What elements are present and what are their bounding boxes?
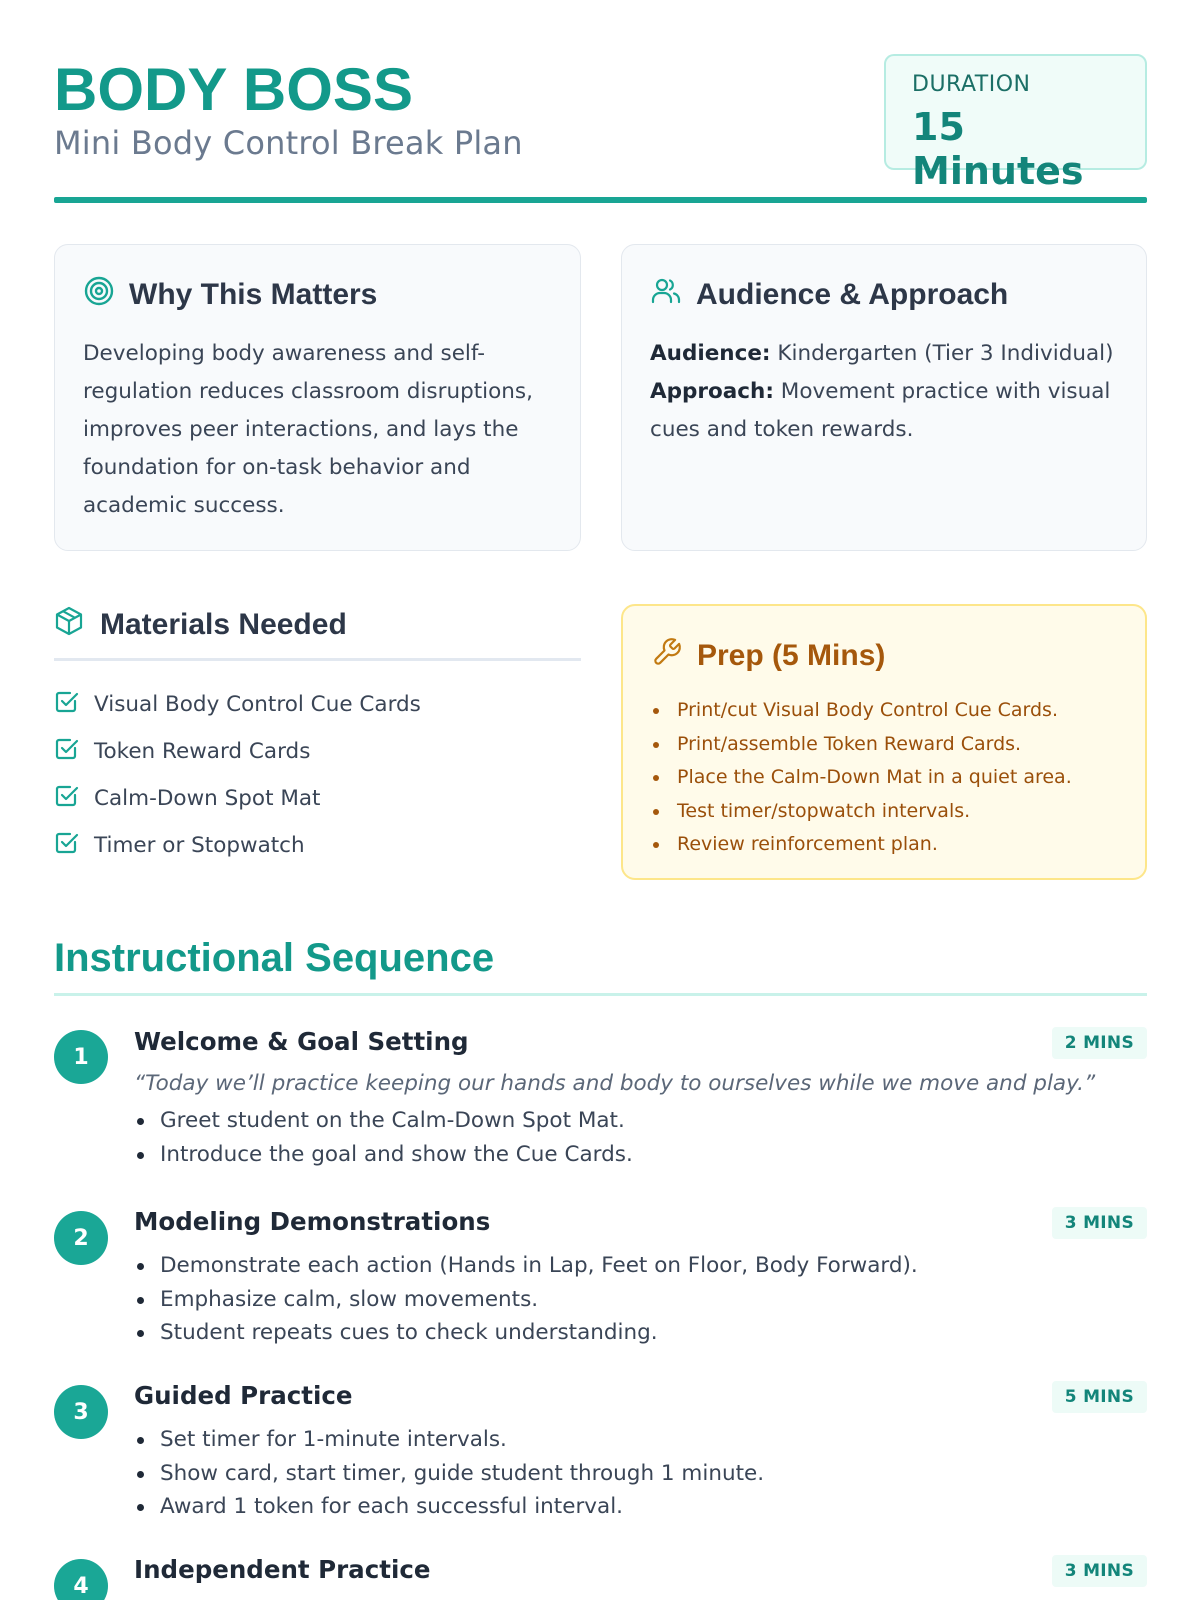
step-bullet: Award 1 token for each successful interval. (134, 1490, 1147, 1524)
checkbox-checked-icon (54, 689, 94, 721)
step-title: Modeling Demonstrations (134, 1207, 491, 1236)
approach-value: Movement practice with visual cues and token rewards. (650, 379, 1111, 442)
sequence-title: Instructional Sequence (54, 936, 495, 980)
audience-card (621, 244, 1147, 551)
material-label: Timer or Stopwatch (94, 833, 305, 858)
step-bullets (134, 1104, 1147, 1171)
audience-title: Audience & Approach (696, 278, 1009, 311)
material-item (54, 681, 581, 728)
material-item (54, 728, 581, 775)
why-card (54, 244, 581, 551)
material-item (54, 822, 581, 869)
materials-list (54, 681, 581, 869)
header-divider (54, 197, 1147, 203)
wrench-icon (651, 636, 697, 676)
prep-item: Review reinforcement plan. (651, 828, 1117, 862)
step-number: 1 (54, 1030, 108, 1084)
step-bullet: Demonstrate each action (Hands in Lap, Feet on Floor, Body Forward). (134, 1249, 1147, 1283)
page-subtitle: Mini Body Control Break Plan (54, 124, 523, 162)
checkbox-checked-icon (54, 736, 94, 768)
step-quote: “Today we’ll practice keeping our hands and body to ourselves while we move and play.” (134, 1071, 1096, 1096)
step-duration-badge: 5 MINS (1052, 1381, 1147, 1413)
materials-title-row (54, 606, 581, 661)
material-label: Visual Body Control Cue Cards (94, 692, 421, 717)
step-bullets (134, 1423, 1147, 1524)
step-number: 4 (54, 1559, 108, 1600)
material-item (54, 775, 581, 822)
step-content (134, 1027, 1147, 1171)
step-bullet: Emphasize calm, slow movements. (134, 1283, 1147, 1317)
step-duration-badge: 3 MINS (1052, 1555, 1147, 1587)
audience-body (650, 335, 1118, 449)
sequence-divider (54, 993, 1147, 996)
page-title: BODY BOSS (54, 56, 413, 123)
material-label: Calm-Down Spot Mat (94, 786, 321, 811)
prep-item: Test timer/stopwatch intervals. (651, 795, 1117, 829)
step-bullet: Greet student on the Calm-Down Spot Mat. (134, 1104, 1147, 1138)
duration-box (884, 54, 1147, 193)
step-bullets (134, 1249, 1147, 1350)
checkbox-checked-icon (54, 830, 94, 862)
step-title: Independent Practice (134, 1555, 431, 1584)
audience-value: Kindergarten (Tier 3 Individual) (770, 341, 1114, 366)
target-icon (83, 275, 129, 315)
step-bullet: Introduce the goal and show the Cue Cards. (134, 1138, 1147, 1172)
package-icon (54, 606, 100, 644)
audience-title-row (650, 275, 1118, 315)
step-content (134, 1381, 1147, 1524)
prep-list (651, 694, 1117, 862)
step-bullet: Show card, start timer, guide student through 1 minute. (134, 1457, 1147, 1491)
step-title: Welcome & Goal Setting (134, 1027, 469, 1056)
material-label: Token Reward Cards (94, 739, 311, 764)
step-title: Guided Practice (134, 1381, 353, 1410)
step-content (134, 1207, 1147, 1350)
step-bullet: Set timer for 1-minute intervals. (134, 1423, 1147, 1457)
duration-value: 15 Minutes (912, 105, 1084, 193)
materials-section (54, 606, 581, 869)
prep-item: Print/assemble Token Reward Cards. (651, 728, 1117, 762)
why-title: Why This Matters (129, 278, 378, 311)
audience-line (650, 335, 1118, 373)
approach-line (650, 373, 1118, 449)
prep-title: Prep (5 Mins) (697, 639, 886, 672)
prep-title-row (651, 636, 1117, 676)
step-number: 3 (54, 1385, 108, 1439)
approach-label: Approach: (650, 379, 774, 404)
step-duration-badge: 2 MINS (1052, 1027, 1147, 1059)
duration-label: DURATION (912, 72, 1031, 97)
why-body: Developing body awareness and self-regulation reduces classroom disruptions, improves peer interactions, and lays the foundation for on-task behavior and academic success. (83, 341, 533, 518)
audience-label: Audience: (650, 341, 771, 366)
step-bullet: Student repeats cues to check understanding. (134, 1316, 1147, 1350)
step-content (134, 1555, 1147, 1589)
header (54, 0, 1147, 204)
step-number: 2 (54, 1211, 108, 1265)
checkbox-checked-icon (54, 783, 94, 815)
lesson-plan-page (54, 0, 1147, 1599)
prep-card (621, 604, 1147, 880)
why-title-row (83, 275, 552, 315)
step-duration-badge: 3 MINS (1052, 1207, 1147, 1239)
materials-title: Materials Needed (100, 608, 347, 641)
prep-item: Print/cut Visual Body Control Cue Cards. (651, 694, 1117, 728)
prep-item: Place the Calm-Down Mat in a quiet area. (651, 761, 1117, 795)
users-icon (650, 275, 696, 315)
